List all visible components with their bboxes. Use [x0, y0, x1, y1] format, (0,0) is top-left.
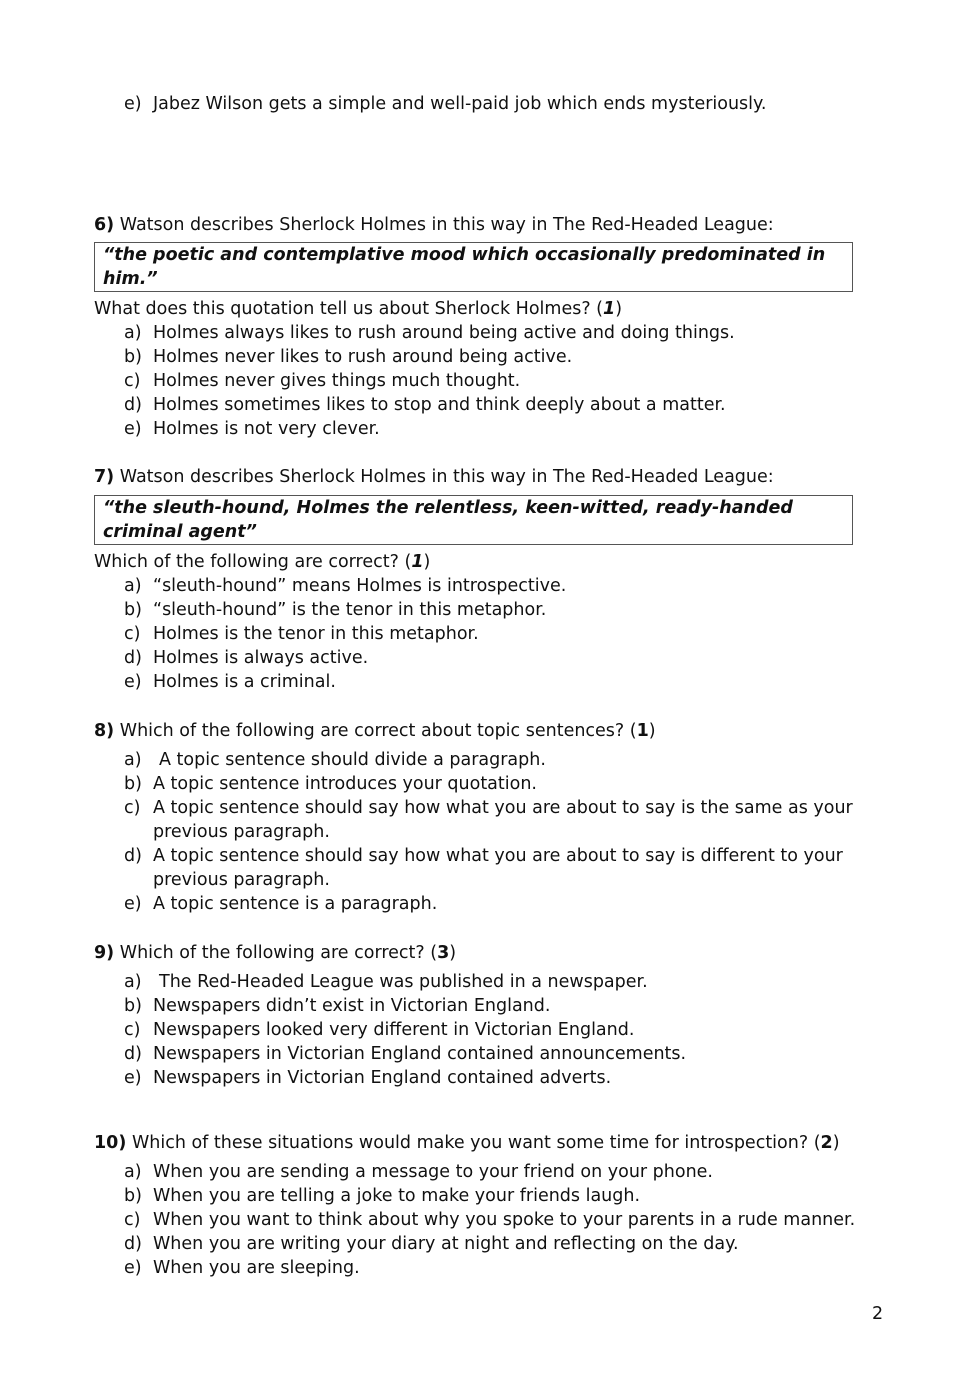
option-text: Holmes is a criminal.	[153, 672, 336, 692]
option-letter: b)	[124, 1186, 142, 1206]
option-letter: d)	[124, 1234, 142, 1254]
list-item	[124, 748, 894, 772]
list-item	[124, 622, 894, 646]
question-number: 10)	[94, 1133, 127, 1153]
option-letter: a)	[124, 576, 142, 596]
list-item	[124, 892, 894, 916]
prompt-close: )	[423, 552, 431, 572]
option-letter: e)	[124, 1068, 142, 1088]
option-text: When you are writing your diary at night and reflecting on the day.	[153, 1234, 739, 1254]
option-text: When you are sending a message to your friend on your phone.	[153, 1162, 713, 1182]
marks-value: 3	[437, 943, 450, 963]
page-number: 2	[872, 1304, 884, 1324]
option-text: Jabez Wilson gets a simple and well-paid job which ends mysteriously.	[153, 94, 767, 114]
option-letter: d)	[124, 648, 142, 668]
option-text: When you want to think about why you spoke to your parents in a rude manner.	[153, 1210, 856, 1230]
question-number: 8)	[94, 721, 115, 741]
option-letter: d)	[124, 1044, 142, 1064]
list-item	[124, 1042, 894, 1066]
option-letter: a)	[124, 1162, 142, 1182]
question-6-quote-box	[94, 242, 853, 292]
list-item	[124, 772, 894, 796]
list-item	[124, 417, 894, 441]
prompt-text: Which of the following are correct? (	[119, 943, 438, 963]
prompt-close: )	[449, 943, 457, 963]
option-letter: c)	[124, 624, 141, 644]
option-text: A topic sentence should divide a paragraph.	[159, 750, 546, 770]
option-text: Newspapers looked very different in Victorian England.	[153, 1020, 635, 1040]
option-letter: e)	[124, 94, 142, 114]
list-item	[124, 321, 894, 345]
prompt-close: )	[648, 721, 656, 741]
option-text: Holmes never gives things much thought.	[153, 371, 521, 391]
option-text: Holmes always likes to rush around being active and doing things.	[153, 323, 735, 343]
option-letter: a)	[124, 972, 142, 992]
option-text: “sleuth-hound” means Holmes is introspective.	[153, 576, 567, 596]
option-text: Newspapers in Victorian England contained announcements.	[153, 1044, 687, 1064]
list-item	[124, 574, 894, 598]
prompt-text: Which of the following are correct? (	[94, 552, 412, 572]
list-item	[124, 1160, 894, 1184]
marks-value: 2	[820, 1133, 833, 1153]
option-letter: d)	[124, 846, 142, 866]
list-item	[124, 970, 894, 994]
option-text: Newspapers didn’t exist in Victorian England.	[153, 996, 551, 1016]
option-text: When you are sleeping.	[153, 1258, 360, 1278]
option-text: A topic sentence should say how what you are about to say is the same as your previous paragraph.	[153, 798, 853, 842]
question-8-prompt	[94, 719, 656, 743]
list-item	[124, 1066, 894, 1090]
option-letter: e)	[124, 419, 142, 439]
list-item	[124, 1256, 894, 1280]
prompt-close: )	[832, 1133, 840, 1153]
list-item	[124, 844, 894, 892]
question-intro-text: Watson describes Sherlock Holmes in this way in The Red-Headed League:	[119, 215, 774, 235]
question-9-prompt	[94, 941, 456, 965]
marks-value: 1	[636, 721, 649, 741]
option-text: A topic sentence is a paragraph.	[153, 894, 438, 914]
option-text: Holmes is always active.	[153, 648, 369, 668]
option-letter: e)	[124, 672, 142, 692]
option-text: Holmes is the tenor in this metaphor.	[153, 624, 479, 644]
marks-value: 1	[603, 299, 616, 319]
option-letter: a)	[124, 323, 142, 343]
list-item	[124, 369, 894, 393]
list-item	[124, 646, 894, 670]
option-letter: a)	[124, 750, 142, 770]
prompt-text: Which of these situations would make you want some time for introspection? (	[131, 1133, 821, 1153]
quote-text: “the poetic and contemplative mood which occasionally predominated in him.”	[103, 245, 826, 289]
question-number: 7)	[94, 467, 115, 487]
option-text: When you are telling a joke to make your friends laugh.	[153, 1186, 641, 1206]
option-letter: b)	[124, 774, 142, 794]
question-7-intro	[94, 465, 774, 489]
question-7-prompt	[94, 550, 430, 574]
question-number: 9)	[94, 943, 115, 963]
prompt-text: Which of the following are correct about topic sentences? (	[119, 721, 637, 741]
list-item	[124, 1232, 894, 1256]
option-text: Newspapers in Victorian England contained adverts.	[153, 1068, 612, 1088]
option-letter: b)	[124, 347, 142, 367]
list-item	[124, 598, 894, 622]
option-letter: e)	[124, 1258, 142, 1278]
list-item	[124, 1184, 894, 1208]
prompt-text: What does this quotation tell us about Sherlock Holmes? (	[94, 299, 604, 319]
option-text: A topic sentence introduces your quotation.	[153, 774, 537, 794]
prompt-close: )	[615, 299, 623, 319]
list-item	[124, 345, 894, 369]
option-text: Holmes sometimes likes to stop and think deeply about a matter.	[153, 395, 726, 415]
option-letter: c)	[124, 1210, 141, 1230]
option-text: A topic sentence should say how what you are about to say is different to your previous paragraph.	[153, 846, 843, 890]
question-6-prompt	[94, 297, 622, 321]
list-item	[124, 796, 894, 844]
list-item	[124, 1208, 894, 1232]
option-text: The Red-Headed League was published in a newspaper.	[159, 972, 648, 992]
question-number: 6)	[94, 215, 115, 235]
option-letter: d)	[124, 395, 142, 415]
list-item	[124, 393, 894, 417]
marks-value: 1	[411, 552, 424, 572]
list-item	[124, 994, 894, 1018]
question-10-prompt	[94, 1131, 840, 1155]
quote-text: “the sleuth-hound, Holmes the relentless, keen-witted, ready-handed criminal agent”	[103, 498, 793, 542]
option-letter: b)	[124, 600, 142, 620]
list-item	[124, 670, 894, 694]
list-item	[124, 1018, 894, 1042]
option-text: “sleuth-hound” is the tenor in this metaphor.	[153, 600, 547, 620]
option-letter: c)	[124, 371, 141, 391]
list-item	[124, 92, 894, 116]
option-text: Holmes is not very clever.	[153, 419, 380, 439]
question-6-intro	[94, 213, 774, 237]
option-letter: e)	[124, 894, 142, 914]
option-text: Holmes never likes to rush around being active.	[153, 347, 573, 367]
option-letter: c)	[124, 1020, 141, 1040]
question-7-quote-box	[94, 495, 853, 545]
question-intro-text: Watson describes Sherlock Holmes in this way in The Red-Headed League:	[119, 467, 774, 487]
option-letter: b)	[124, 996, 142, 1016]
option-letter: c)	[124, 798, 141, 818]
